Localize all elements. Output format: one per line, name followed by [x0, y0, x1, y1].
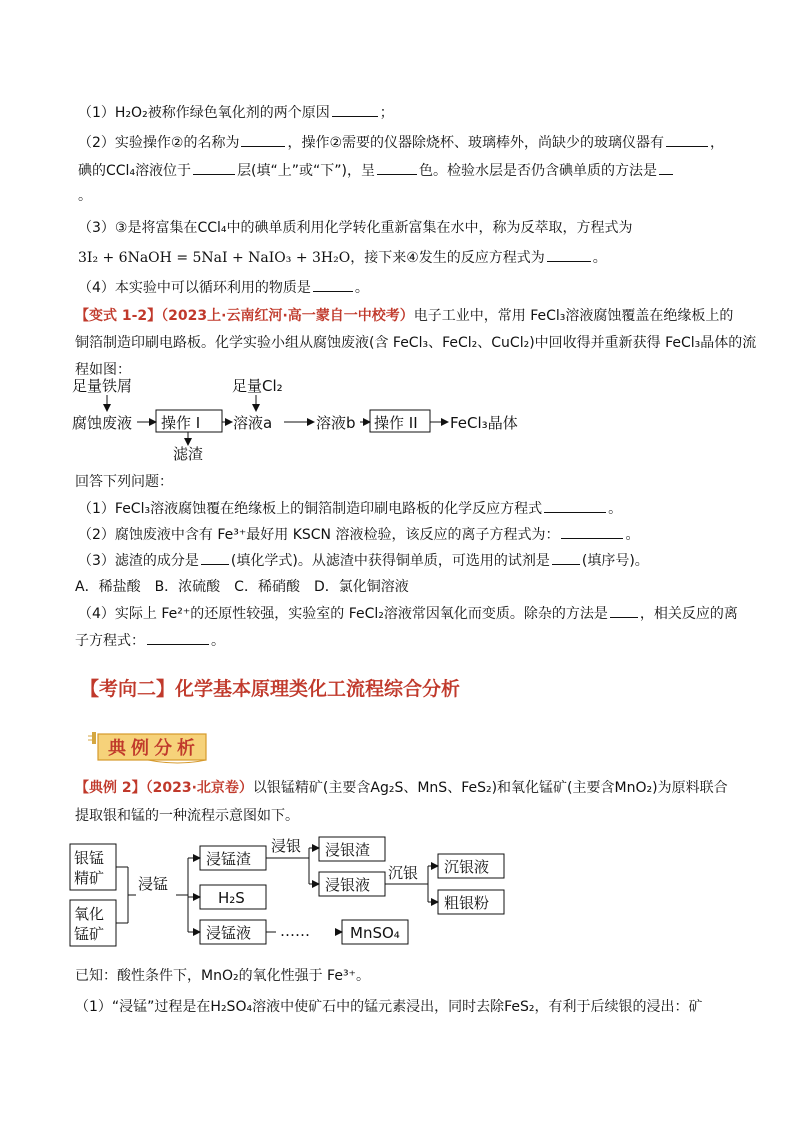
example-line-1: 【典例 2】（2023·北京卷）以银锰精矿(主要含Ag₂S、MnS、FeS₂)和氧化锰矿(主要含MnO₂)为原料联合 — [75, 780, 728, 796]
flow1-op1: 操作 I — [161, 414, 201, 432]
question-3-line-2: 3I₂ + 6NaOH = 5NaI + NaIO₃ + 3H₂O，接下来④发生的反应方程式为 。 — [78, 247, 607, 268]
flow2-solution-ag: 浸银液 — [325, 876, 371, 894]
question-3-line-1: （3）③是将富集在CCl₄中的碘单质利用化学转化重新富集在水中，称为反萃取，方程式为 — [78, 220, 633, 236]
question-4: （4）本实验中可以循环利用的物质是 。 — [78, 277, 369, 298]
question-last: （1）“浸锰”过程是在H₂SO₄溶液中使矿石中的锰元素浸出，同时去除FeS₂，有利于后续银的浸出：矿 — [75, 999, 703, 1015]
answer-blank[interactable] — [193, 160, 235, 175]
question-1: （1）H₂O₂被称作绿色氧化剂的两个原因 ； — [78, 102, 394, 123]
answer-blank[interactable] — [552, 550, 580, 565]
flow2-residue-mn: 浸锰渣 — [206, 850, 252, 868]
flow2-leach-ag: 浸银 — [271, 837, 302, 855]
section-heading: 【考向二】化学基本原理类化工流程综合分析 — [80, 678, 461, 700]
answer-blank[interactable] — [544, 498, 606, 513]
flow1-cl2: 足量Cl₂ — [232, 377, 283, 395]
flow2-residue-ag: 浸银渣 — [325, 841, 371, 859]
flow2-precip-ag: 沉银 — [388, 864, 419, 882]
flow2-dots: …… — [280, 922, 310, 940]
flow2-precip-liquid: 沉银液 — [444, 858, 490, 876]
answer-4-line-2: 子方程式： 。 — [75, 630, 225, 651]
answer-blank[interactable] — [561, 524, 623, 539]
flow2-solution-mn: 浸锰液 — [206, 924, 252, 942]
flow1-product: FeCl₃晶体 — [450, 414, 518, 432]
answer-options: A．稀盐酸 B．浓硫酸 C．稀硝酸 D．氯化铜溶液 — [75, 579, 409, 595]
flow-diagram-1 — [70, 375, 540, 470]
question-2-line-1: （2）实验操作②的名称为 ，操作②需要的仪器除烧杯、玻璃棒外，尚缺少的玻璃仪器有 ， — [78, 132, 724, 153]
answers-intro: 回答下列问题： — [75, 474, 173, 490]
answer-blank[interactable] — [201, 550, 229, 565]
answer-3: （3）滤渣的成分是 (填化学式)。从滤渣中获得铜单质，可选用的试剂是 (填序号)。 — [78, 550, 649, 571]
flow2-ore1: 银锰精矿 — [74, 849, 105, 887]
answer-blank[interactable] — [610, 603, 638, 618]
flow2-crude-ag: 粗银粉 — [444, 894, 490, 912]
flow1-residue: 滤渣 — [173, 445, 204, 463]
flow1-sol-b: 溶液b — [316, 414, 356, 432]
answer-blank[interactable] — [332, 102, 378, 117]
flow1-sol-a: 溶液a — [233, 414, 273, 432]
answer-4-line-1: （4）实际上 Fe²⁺的还原性较强，实验室的 FeCl₂溶液常因氧化而变质。除杂的方法是 ，相关反应的离 — [78, 603, 738, 624]
badge-text: 典例分析 — [108, 738, 200, 759]
flow2-h2s: H₂S — [218, 889, 245, 907]
variant-line-2: 铜箔制造印刷电路板。化学实验小组从腐蚀废液(含 FeCl₃、FeCl₂、CuCl₂)中回收得并重新获得 FeCl₃晶体的流 — [75, 335, 757, 351]
flow1-iron: 足量铁屑 — [72, 377, 133, 395]
flow1-start: 腐蚀废液 — [72, 414, 133, 432]
answer-blank[interactable] — [659, 160, 673, 175]
answer-blank[interactable] — [147, 630, 209, 645]
answer-2: （2）腐蚀废液中含有 Fe³⁺最好用 KSCN 溶液检验，该反应的离子方程式为： 。 — [78, 524, 639, 545]
answer-blank[interactable] — [666, 132, 708, 147]
flow1-op2: 操作 II — [374, 414, 418, 432]
variant-line-1: 【变式 1-2】（2023上·云南红河·高一蒙自一中校考）电子工业中，常用 FeCl₃溶液腐蚀覆盖在绝缘板上的 — [75, 308, 734, 324]
answer-1: （1）FeCl₃溶液腐蚀覆在绝缘板上的铜箔制造印刷电路板的化学反应方程式 。 — [78, 498, 622, 519]
answer-blank[interactable] — [313, 277, 353, 292]
answer-blank[interactable] — [241, 132, 285, 147]
flow2-mnso4: MnSO₄ — [350, 924, 400, 942]
answer-blank[interactable] — [377, 160, 417, 175]
example-line-2: 提取银和锰的一种流程示意图如下。 — [75, 808, 299, 824]
question-2-line-2: 碘的CCl₄溶液位于 层(填“上”或“下”)，呈 色。检验水层是否仍含碘单质的方法是 — [78, 160, 675, 181]
example-badge — [88, 730, 212, 764]
answer-blank[interactable] — [547, 247, 591, 262]
flow-diagram-2 — [66, 834, 536, 956]
variant-line-3: 程如图： — [75, 362, 131, 378]
known-condition: 已知：酸性条件下，MnO₂的氧化性强于 Fe³⁺。 — [75, 968, 370, 984]
flow2-leach-mn: 浸锰 — [138, 875, 169, 893]
question-2-line-3: 。 — [78, 188, 92, 204]
flow2-ore2: 氧化锰矿 — [74, 905, 105, 943]
